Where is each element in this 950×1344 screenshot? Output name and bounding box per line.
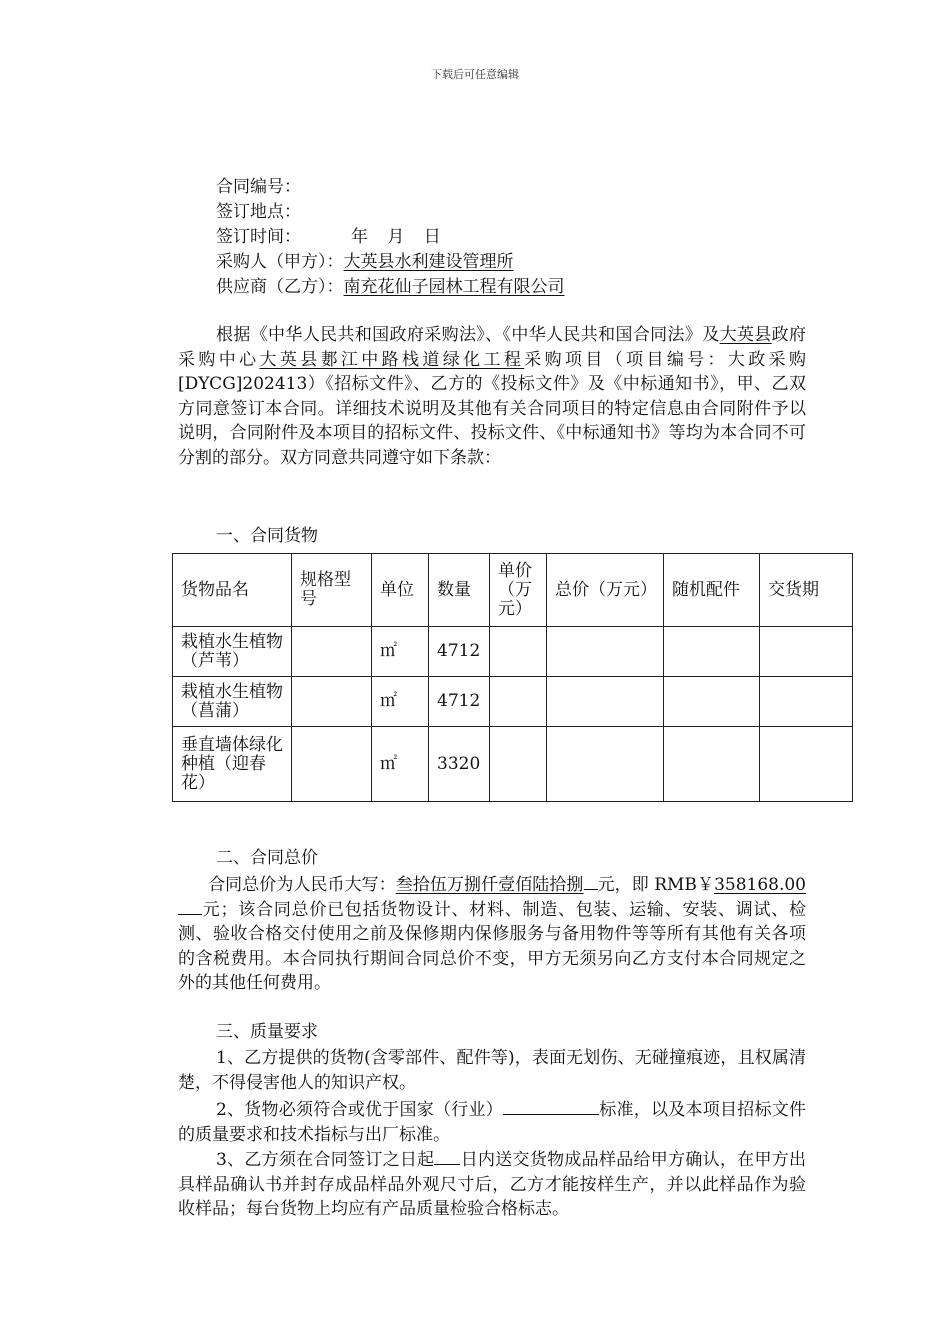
- row-total: [547, 627, 664, 677]
- signing-place-label: 签订地点：: [216, 202, 301, 222]
- total-text-3: 元；该合同总价已包括货物设计、材料、制造、包装、运输、安装、调试、检测、验收合格交付使用之前及保修期内保修服务与备用物件等等所有其他有关各项的含税费用。本合同执行期间合同总价不变，甲方无须另向乙方支付本合同规定之外的其他任何费用。: [178, 899, 806, 993]
- row-unit: ㎡: [372, 677, 429, 727]
- total-price-paragraph: [178, 873, 806, 996]
- intro-paragraph: [178, 323, 806, 470]
- total-text-1: 合同总价为人民币大写：: [208, 875, 396, 895]
- page-header: 下载后可任意编辑: [431, 68, 519, 81]
- contract-number-label: 合同编号：: [216, 177, 301, 197]
- buyer-label: 采购人（甲方）：: [216, 252, 344, 272]
- row-price: [490, 727, 547, 802]
- quality-item-3: [178, 1146, 806, 1222]
- row-spec: [292, 677, 372, 727]
- signing-time-line: [216, 225, 441, 250]
- supplier-label: 供应商（乙方）：: [216, 277, 344, 297]
- row-accessories: [664, 677, 760, 727]
- supplier-line: [216, 275, 565, 300]
- row-price: [490, 627, 547, 677]
- header-price: 单价（万元）: [490, 554, 547, 627]
- row-delivery: [760, 627, 853, 677]
- row-total: [547, 727, 664, 802]
- header-total: 总价（万元）: [547, 554, 664, 627]
- header-spec: 规格型号: [292, 554, 372, 627]
- row-spec: [292, 727, 372, 802]
- intro-text-1: 根据《中华人民共和国政府采购法》、《中华人民共和国合同法》及: [216, 325, 720, 345]
- quality-item-1: 1、乙方提供的货物(含零部件、配件等)，表面无划伤、无碰撞痕迹，且权属清楚，不得侵害他人的知识产权。: [178, 1048, 806, 1093]
- row-qty: 3320: [429, 727, 490, 802]
- signing-date-placeholder: 年 月 日: [351, 227, 441, 247]
- row-qty: 4712: [429, 627, 490, 677]
- buyer-line: [216, 250, 514, 275]
- section2-title: 二、合同总价: [216, 848, 318, 868]
- row-name: 垂直墙体绿化种植（迎春花）: [173, 727, 292, 802]
- header-delivery: 交货期: [760, 554, 853, 627]
- quality-item-2: [178, 1096, 806, 1147]
- total-text-2: 元，即 RMB￥: [597, 875, 715, 895]
- section3-title: 三、质量要求: [216, 1022, 318, 1042]
- days-blank[interactable]: [434, 1146, 460, 1165]
- intro-project-name: 大英县郪江中路栈道绿化工程: [259, 349, 525, 370]
- row-delivery: [760, 677, 853, 727]
- signing-time-label: 签订时间：: [216, 227, 301, 247]
- row-spec: [292, 627, 372, 677]
- amount-number: 358168.00: [714, 875, 806, 895]
- row-total: [547, 677, 664, 727]
- header-name: 货物品名: [173, 554, 292, 627]
- buyer-name: 大英县水利建设管理所: [343, 252, 514, 272]
- row-qty: 4712: [429, 677, 490, 727]
- row-accessories: [664, 627, 760, 677]
- table-row: [173, 677, 853, 727]
- supplier-name: 南充花仙子园林工程有限公司: [343, 277, 565, 297]
- row-unit: ㎡: [372, 627, 429, 677]
- amount-in-words: 叁拾伍万捌仟壹佰陆拾捌: [395, 875, 584, 895]
- intro-agency: 大英县: [719, 325, 772, 345]
- table-row: [173, 727, 853, 802]
- intro-text-2: 政府采购中心: [178, 325, 807, 370]
- intro-text-3: 采购项目（项目编号：大政采购[DYCG]202413）《招标文件》、乙方的《投标文件》及《中标通知书》，甲、乙双方同意签订本合同。详细技术说明及其他有关合同项目的特定信息由合同附件予以说明，合同附件及本项目的招标文件、投标文件、《中标通知书》等均为本合同不可分割的部分。双方同意共同遵守如下条款：: [178, 349, 807, 468]
- quality-item-3-text-a: 3、乙方须在合同签订之日起: [216, 1150, 435, 1170]
- quality-item-3-text-b: 日内送交货物成品样品给甲方确认，在甲方出具样品确认书并封存成品样品外观尺寸后，乙方才能按样生产，并以此样品作为验收样品；每台货物上均应有产品质量检验合格标志。: [178, 1150, 806, 1219]
- header-accessories: 随机配件: [664, 554, 760, 627]
- row-name: 栽植水生植物（菖蒲）: [173, 677, 292, 727]
- header-qty: 数量: [429, 554, 490, 627]
- row-accessories: [664, 727, 760, 802]
- header-unit: 单位: [372, 554, 429, 627]
- row-name: 栽植水生植物（芦苇）: [173, 627, 292, 677]
- row-delivery: [760, 727, 853, 802]
- table-row: [173, 627, 853, 677]
- quality-item-2-text-b: 标准，以及本项目招标文件的质量要求和技术指标与出厂标准。: [178, 1100, 806, 1145]
- section1-title: 一、合同货物: [216, 526, 318, 546]
- row-unit: ㎡: [372, 727, 429, 802]
- goods-table-header: [173, 554, 853, 627]
- goods-table: [172, 553, 853, 802]
- quality-item-2-text-a: 2、货物必须符合或优于国家（行业）: [216, 1100, 504, 1120]
- standard-blank[interactable]: [503, 1096, 599, 1115]
- row-price: [490, 677, 547, 727]
